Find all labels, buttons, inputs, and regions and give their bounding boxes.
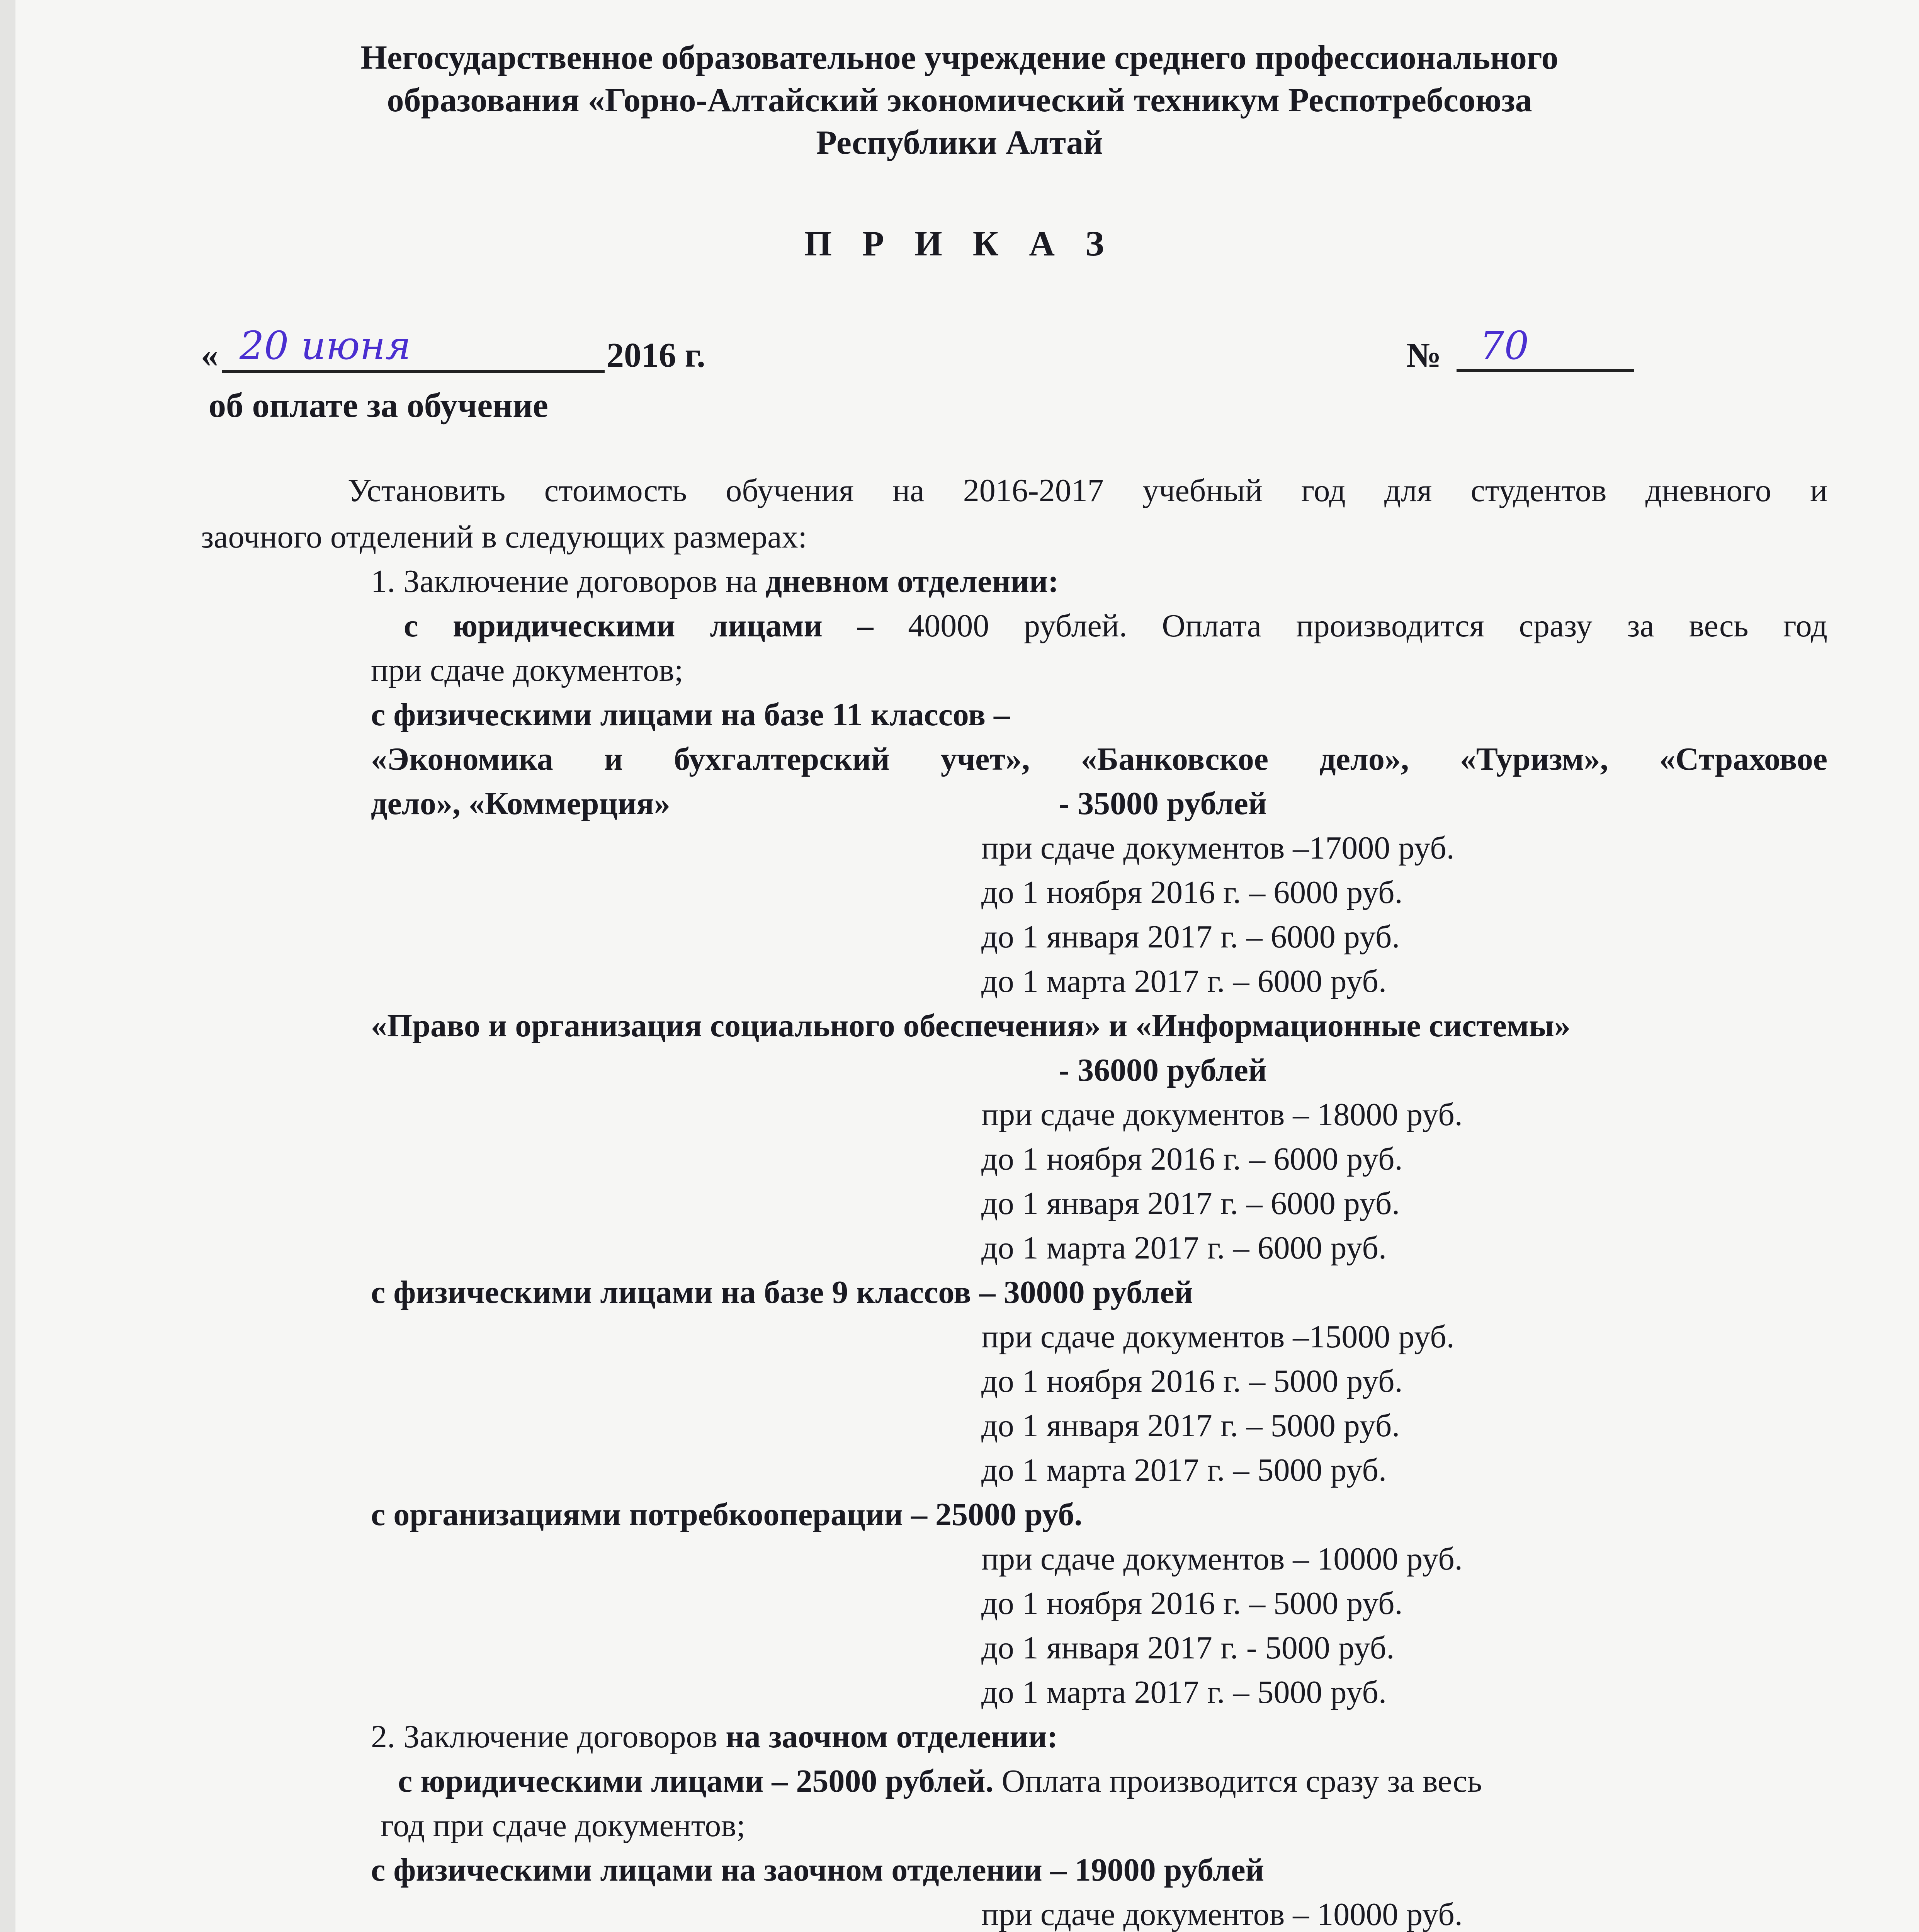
section-2-phys-heading: с физическими лицами на заочном отделении – 19000 рублей bbox=[371, 1852, 1264, 1888]
section-2-legal-line-1 bbox=[398, 1762, 1482, 1801]
number-label: № bbox=[1406, 336, 1441, 374]
phys11-schedule-item: до 1 марта 2017 г. – 6000 руб. bbox=[981, 963, 1387, 999]
law-schedule-item: до 1 марта 2017 г. – 6000 руб. bbox=[981, 1230, 1387, 1266]
section-2-heading-prefix: 2. Заключение договоров bbox=[371, 1719, 726, 1755]
section-2-legal-line-2: год при сдаче документов; bbox=[381, 1808, 746, 1844]
phys9-schedule-item: до 1 марта 2017 г. – 5000 руб. bbox=[981, 1452, 1387, 1488]
handwritten-date: 20 июня bbox=[240, 323, 411, 368]
section-2-legal-rest: Оплата производится сразу за весь bbox=[993, 1763, 1482, 1799]
order-subject: об оплате за обучение bbox=[209, 386, 548, 425]
intro-line-1: Установить стоимость обучения на 2016-2017 учебный год для студентов дневного и bbox=[348, 473, 1827, 509]
phys9-heading: с физическими лицами на базе 9 классов – 30000 рублей bbox=[371, 1274, 1193, 1310]
intro-line-2: заочного отделений в следующих размерах: bbox=[201, 519, 807, 555]
section-2-schedule-item: при сдаче документов – 10000 руб. bbox=[981, 1896, 1463, 1932]
date-underline bbox=[222, 370, 605, 373]
section-1-heading-bold: дневном отделении: bbox=[765, 563, 1059, 599]
phys11-specialties-line-2: дело», «Коммерция» bbox=[371, 786, 670, 821]
document-title: П Р И К А З bbox=[804, 224, 1115, 263]
org-name-line-3: Республики Алтай bbox=[816, 124, 1103, 162]
scan-edge bbox=[0, 0, 15, 1932]
section-1-legal-bold: с юридическими лицами – bbox=[404, 608, 874, 644]
coop-schedule-item: до 1 ноября 2016 г. – 5000 руб. bbox=[981, 1585, 1403, 1621]
date-open-quote: « bbox=[201, 336, 218, 374]
section-1-legal-line-1 bbox=[404, 607, 1827, 645]
coop-schedule-item: до 1 марта 2017 г. – 5000 руб. bbox=[981, 1674, 1387, 1710]
number-underline bbox=[1457, 369, 1634, 372]
phys9-schedule-item: до 1 ноября 2016 г. – 5000 руб. bbox=[981, 1363, 1403, 1399]
law-total: - 36000 рублей bbox=[1059, 1052, 1267, 1088]
phys11-heading: с физическими лицами на базе 11 классов – bbox=[371, 697, 1010, 733]
section-1-heading bbox=[371, 562, 1059, 601]
phys11-schedule-item: до 1 ноября 2016 г. – 6000 руб. bbox=[981, 874, 1403, 910]
phys11-total: - 35000 рублей bbox=[1059, 786, 1267, 821]
date-year: 2016 г. bbox=[607, 336, 705, 374]
phys9-schedule-item: до 1 января 2017 г. – 5000 руб. bbox=[981, 1408, 1400, 1444]
section-1-heading-prefix: 1. Заключение договоров на bbox=[371, 563, 766, 599]
phys11-specialties-line-1: «Экономика и бухгалтерский учет», «Банковское дело», «Туризм», «Страховое bbox=[371, 741, 1827, 777]
law-specialties: «Право и организация социального обеспечения» и «Информационные системы» bbox=[371, 1008, 1571, 1044]
law-schedule-item: при сдаче документов – 18000 руб. bbox=[981, 1097, 1463, 1133]
handwritten-number: 70 bbox=[1480, 323, 1529, 368]
coop-schedule-item: при сдаче документов – 10000 руб. bbox=[981, 1541, 1463, 1577]
law-schedule-item: до 1 января 2017 г. – 6000 руб. bbox=[981, 1185, 1400, 1221]
org-name-line-1: Негосударственное образовательное учреждение среднего профессионального bbox=[360, 39, 1559, 77]
section-1-legal-rest: 40000 рублей. Оплата производится сразу за весь год bbox=[873, 608, 1827, 644]
section-2-heading bbox=[371, 1718, 1058, 1756]
phys9-schedule-item: при сдаче документов –15000 руб. bbox=[981, 1319, 1455, 1355]
phys11-schedule-item: при сдаче документов –17000 руб. bbox=[981, 830, 1455, 866]
org-name-line-2: образования «Горно-Алтайский экономический техникум Респотребсоюза bbox=[387, 82, 1532, 119]
law-schedule-item: до 1 ноября 2016 г. – 6000 руб. bbox=[981, 1141, 1403, 1177]
section-2-heading-bold: на заочном отделении: bbox=[726, 1719, 1058, 1755]
section-1-legal-line-2: при сдаче документов; bbox=[371, 652, 683, 688]
coop-schedule-item: до 1 января 2017 г. - 5000 руб. bbox=[981, 1630, 1395, 1666]
phys11-schedule-item: до 1 января 2017 г. – 6000 руб. bbox=[981, 919, 1400, 955]
coop-heading: с организациями потребкооперации – 25000 руб. bbox=[371, 1497, 1083, 1532]
section-2-legal-bold: с юридическими лицами – 25000 рублей. bbox=[398, 1763, 994, 1799]
